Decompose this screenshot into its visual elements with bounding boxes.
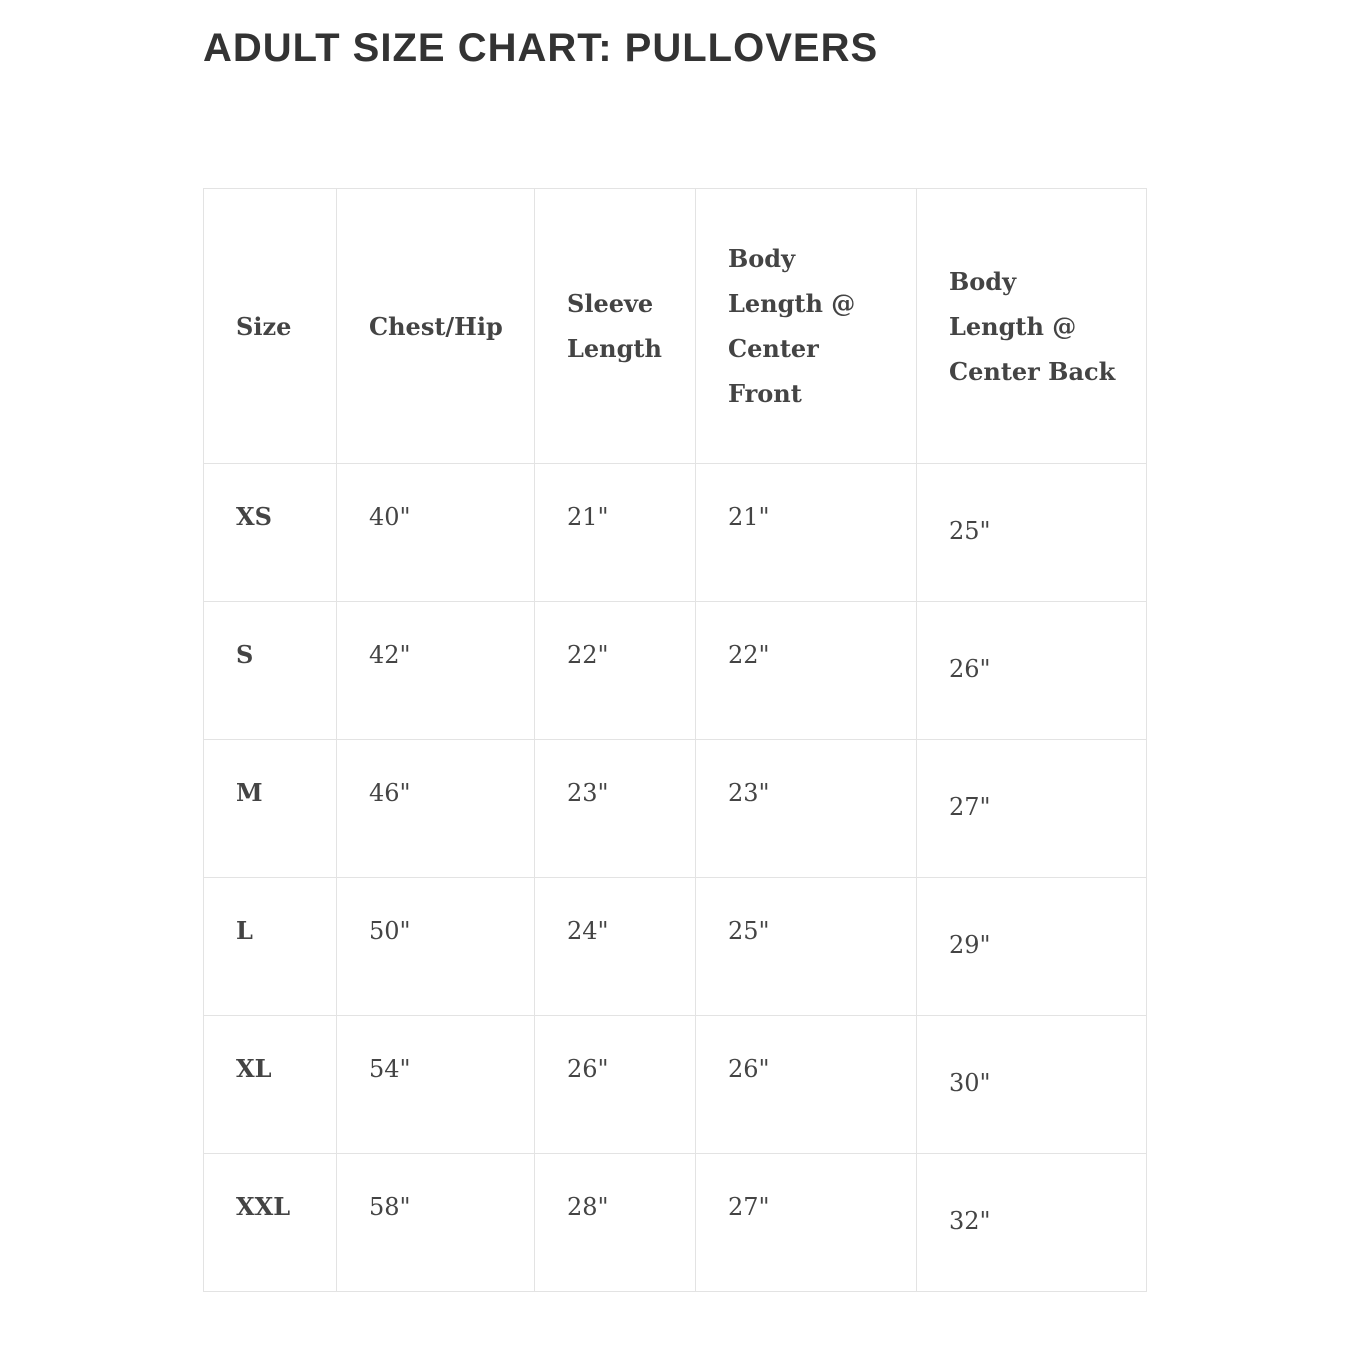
table-row: [204, 740, 1147, 878]
table-row: [204, 1016, 1147, 1154]
size-cell: XS: [204, 464, 337, 602]
body-length-back-cell: 29": [917, 878, 1147, 1016]
table-row: [204, 1154, 1147, 1292]
body-length-front-cell: 26": [696, 1016, 917, 1154]
sleeve-length-cell: 28": [535, 1154, 696, 1292]
chest-hip-cell: 54": [337, 1016, 535, 1154]
page-title: ADULT SIZE CHART: PULLOVERS: [203, 26, 879, 70]
body-length-front-cell: 25": [696, 878, 917, 1016]
body-length-back-cell: 25": [917, 464, 1147, 602]
size-cell: XL: [204, 1016, 337, 1154]
header-body-length-center-back: Body Length @ Center Back: [917, 189, 1147, 464]
chest-hip-cell: 40": [337, 464, 535, 602]
size-cell: L: [204, 878, 337, 1016]
size-cell: XXL: [204, 1154, 337, 1292]
sleeve-length-cell: 22": [535, 602, 696, 740]
body-length-front-cell: 23": [696, 740, 917, 878]
sleeve-length-cell: 23": [535, 740, 696, 878]
header-chest-hip: Chest/Hip: [337, 189, 535, 464]
body-length-front-cell: 22": [696, 602, 917, 740]
chest-hip-cell: 46": [337, 740, 535, 878]
body-length-back-cell: 26": [917, 602, 1147, 740]
table-row: [204, 464, 1147, 602]
table-row: [204, 878, 1147, 1016]
size-cell: S: [204, 602, 337, 740]
size-cell: M: [204, 740, 337, 878]
header-body-length-center-front: Body Length @ Center Front: [696, 189, 917, 464]
body-length-back-cell: 30": [917, 1016, 1147, 1154]
header-size: Size: [204, 189, 337, 464]
size-chart-table: [203, 188, 1147, 1292]
header-sleeve-length: Sleeve Length: [535, 189, 696, 464]
body-length-front-cell: 21": [696, 464, 917, 602]
body-length-front-cell: 27": [696, 1154, 917, 1292]
chest-hip-cell: 42": [337, 602, 535, 740]
chest-hip-cell: 50": [337, 878, 535, 1016]
body-length-back-cell: 27": [917, 740, 1147, 878]
table-row: [204, 602, 1147, 740]
chest-hip-cell: 58": [337, 1154, 535, 1292]
table-header-row: [204, 189, 1147, 464]
sleeve-length-cell: 24": [535, 878, 696, 1016]
body-length-back-cell: 32": [917, 1154, 1147, 1292]
sleeve-length-cell: 26": [535, 1016, 696, 1154]
sleeve-length-cell: 21": [535, 464, 696, 602]
